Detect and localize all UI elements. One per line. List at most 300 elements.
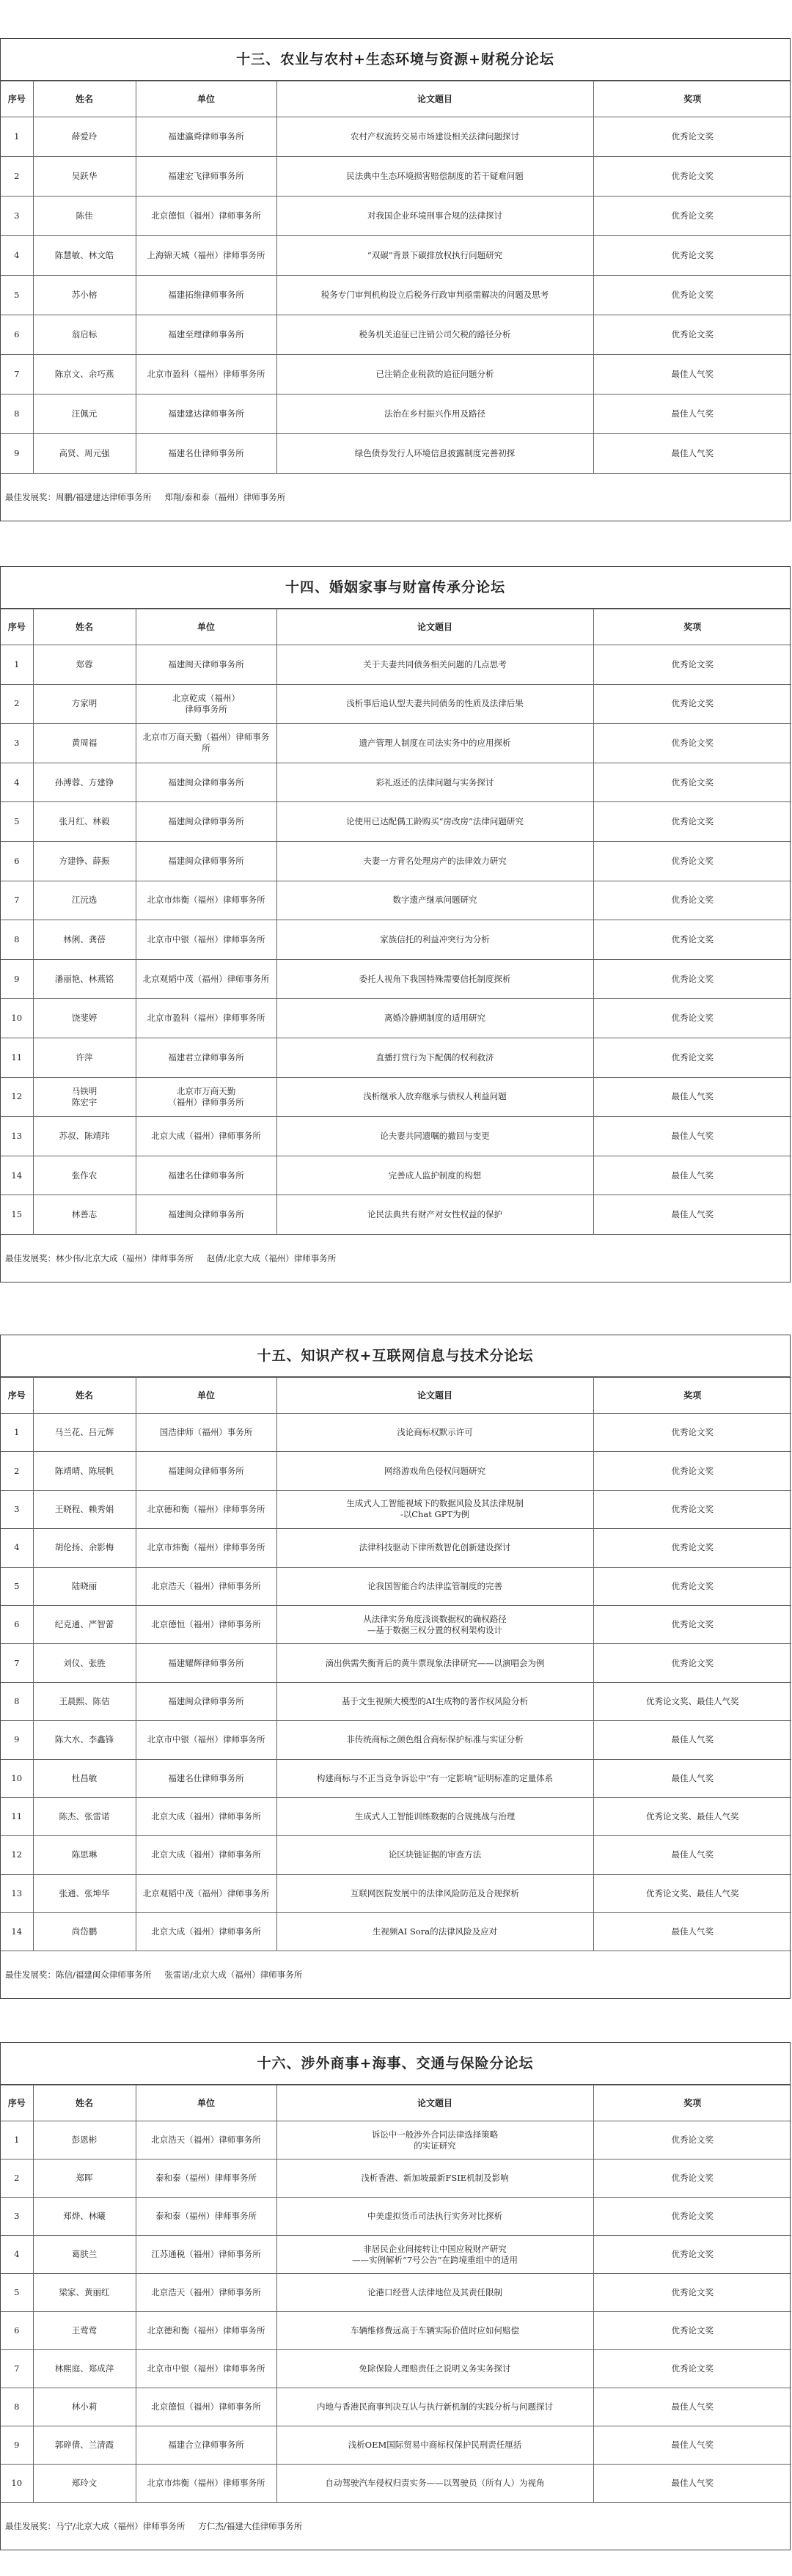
header-unit: 单位 bbox=[136, 2085, 276, 2121]
table-row bbox=[1, 2198, 791, 2236]
author-name: 杜昌敏 bbox=[33, 1759, 136, 1797]
table-row bbox=[1, 1797, 791, 1835]
award-name: 最佳人气奖 bbox=[593, 2465, 791, 2503]
row-index: 7 bbox=[1, 355, 33, 395]
unit-name: 北京浩天（福州）律师事务所 bbox=[136, 1567, 276, 1605]
unit-name: 福建闽众律师事务所 bbox=[136, 1452, 276, 1490]
best-development-award bbox=[1, 1235, 790, 1282]
award-section bbox=[0, 38, 791, 521]
award-table bbox=[1, 81, 791, 474]
author-name: 饶斐婷 bbox=[33, 999, 136, 1038]
award-name: 最佳人气奖 bbox=[593, 2388, 791, 2426]
unit-name: 北京市盈科（福州）律师事务所 bbox=[136, 999, 276, 1038]
row-index: 6 bbox=[1, 315, 33, 355]
author-name: 高贤、周元强 bbox=[33, 434, 136, 474]
award-name: 优秀论文奖 bbox=[593, 1567, 791, 1605]
paper-title: 委托人视角下我国特殊需要信托制度探析 bbox=[276, 959, 593, 999]
row-index: 5 bbox=[1, 802, 33, 842]
table-row bbox=[1, 197, 791, 236]
unit-name: 福建闽众律师事务所 bbox=[136, 763, 276, 802]
table-row bbox=[1, 236, 791, 276]
paper-title: 论使用已达配偶工龄购买“房改房”法律问题研究 bbox=[276, 802, 593, 842]
row-index: 8 bbox=[1, 920, 33, 960]
table-row bbox=[1, 157, 791, 197]
award-name: 优秀论文奖 bbox=[593, 1452, 791, 1490]
author-name: 郑玲文 bbox=[33, 2465, 136, 2503]
table-row bbox=[1, 1529, 791, 1567]
author-name: 葛肤兰 bbox=[33, 2236, 136, 2274]
author-name: 汪佩元 bbox=[33, 395, 136, 434]
paper-title: 滴出供需失衡背后的黄牛票现象法律研究——以演唱会为例 bbox=[276, 1644, 593, 1682]
paper-title: 数字遗产继承问题研究 bbox=[276, 881, 593, 920]
row-index: 3 bbox=[1, 1490, 33, 1528]
award-name: 优秀论文奖 bbox=[593, 1529, 791, 1567]
row-index: 10 bbox=[1, 1759, 33, 1797]
award-name: 优秀论文奖 bbox=[593, 2350, 791, 2388]
unit-name: 北京浩天（福州）律师事务所 bbox=[136, 2274, 276, 2312]
paper-title: 论区块链证据的审查方法 bbox=[276, 1836, 593, 1874]
section-title: 十五、知识产权+互联网信息与技术分论坛 bbox=[1, 1335, 790, 1377]
paper-title: 论港口经营人法律地位及其责任限制 bbox=[276, 2274, 593, 2312]
paper-title: 论我国智能合约法律监管制度的完善 bbox=[276, 1567, 593, 1605]
row-index: 4 bbox=[1, 1529, 33, 1567]
award-name: 优秀论文奖、最佳人气奖 bbox=[593, 1874, 791, 1912]
award-name: 最佳人气奖 bbox=[593, 355, 791, 395]
row-index: 5 bbox=[1, 276, 33, 315]
table-row bbox=[1, 2121, 791, 2159]
award-name: 优秀论文奖 bbox=[593, 645, 791, 685]
table-row bbox=[1, 2159, 791, 2198]
best-development-award bbox=[1, 474, 790, 521]
paper-title: 中美虚拟货币司法执行实务对比探析 bbox=[276, 2198, 593, 2236]
award-name: 优秀论文奖 bbox=[593, 724, 791, 763]
paper-title: 法治在乡村振兴作用及路径 bbox=[276, 395, 593, 434]
best-development-winner: 张雷诺/北京大成（福州）律师事务所 bbox=[164, 1970, 303, 1981]
table-header-row bbox=[1, 2085, 791, 2121]
row-index: 3 bbox=[1, 2198, 33, 2236]
paper-title: 生成式人工智能训练数据的合规挑战与治理 bbox=[276, 1797, 593, 1835]
unit-name: 北京市炜衡（福州）律师事务所 bbox=[136, 1529, 276, 1567]
header-index: 序号 bbox=[1, 81, 33, 117]
unit-name: 北京市万商天勤（福州）律师事务所 bbox=[136, 724, 276, 763]
paper-title: 生视频AI Sora的法律风险及应对 bbox=[276, 1913, 593, 1951]
row-index: 14 bbox=[1, 1913, 33, 1951]
award-name: 优秀论文奖 bbox=[593, 841, 791, 881]
row-index: 2 bbox=[1, 2159, 33, 2198]
row-index: 4 bbox=[1, 236, 33, 276]
author-name: 陈京文、余巧燕 bbox=[33, 355, 136, 395]
table-row bbox=[1, 802, 791, 842]
award-name: 最佳人气奖 bbox=[593, 1836, 791, 1874]
award-name: 优秀论文奖 bbox=[593, 2312, 791, 2350]
author-name: 尚岱鹏 bbox=[33, 1913, 136, 1951]
paper-title: 完善成人监护制度的构想 bbox=[276, 1156, 593, 1195]
row-index: 3 bbox=[1, 197, 33, 236]
paper-title: 论民法典共有财产对女性权益的保护 bbox=[276, 1195, 593, 1235]
header-name: 姓名 bbox=[33, 2085, 136, 2121]
unit-name: 北京乾成（福州） 律师事务所 bbox=[136, 684, 276, 724]
paper-title: 非居民企业间接转让中国应税财产研究 ——实例解析“7号公告”在跨境重组中的适用 bbox=[276, 2236, 593, 2274]
author-name: 苏叔、陈靖玮 bbox=[33, 1117, 136, 1156]
table-row bbox=[1, 434, 791, 474]
unit-name: 福建闽众律师事务所 bbox=[136, 1682, 276, 1720]
table-row bbox=[1, 684, 791, 724]
header-paper-title: 论文题目 bbox=[276, 1378, 593, 1414]
unit-name: 福建名仕律师事务所 bbox=[136, 1156, 276, 1195]
table-row bbox=[1, 315, 791, 355]
table-row bbox=[1, 2312, 791, 2350]
header-award: 奖项 bbox=[593, 81, 791, 117]
paper-title: 浅析继承人放弃继承与债权人利益问题 bbox=[276, 1077, 593, 1117]
author-name: 林小莉 bbox=[33, 2388, 136, 2426]
author-name: 陆晓丽 bbox=[33, 1567, 136, 1605]
table-row bbox=[1, 1452, 791, 1490]
author-name: 潘丽艳、林燕铭 bbox=[33, 959, 136, 999]
header-paper-title: 论文题目 bbox=[276, 2085, 593, 2121]
best-development-award bbox=[1, 2503, 790, 2550]
paper-title: 直播打赏行为下配偶的权利救济 bbox=[276, 1038, 593, 1077]
table-row bbox=[1, 395, 791, 434]
row-index: 10 bbox=[1, 999, 33, 1038]
unit-name: 福建至理律师事务所 bbox=[136, 315, 276, 355]
author-name: 孙溥蓉、方建铮 bbox=[33, 763, 136, 802]
row-index: 14 bbox=[1, 1156, 33, 1195]
award-name: 优秀论文奖 bbox=[593, 2274, 791, 2312]
paper-title: 论夫妻共同遗嘱的撤回与变更 bbox=[276, 1117, 593, 1156]
author-name: 王晓程、赖秀娟 bbox=[33, 1490, 136, 1528]
author-name: 陈思琳 bbox=[33, 1836, 136, 1874]
award-name: 优秀论文奖 bbox=[593, 315, 791, 355]
row-index: 11 bbox=[1, 1038, 33, 1077]
table-row bbox=[1, 1759, 791, 1797]
row-index: 5 bbox=[1, 1567, 33, 1605]
paper-title: 互联网医院发展中的法律风险防范及合规探析 bbox=[276, 1874, 593, 1912]
row-index: 4 bbox=[1, 2236, 33, 2274]
table-row bbox=[1, 1117, 791, 1156]
table-row bbox=[1, 1195, 791, 1235]
row-index: 8 bbox=[1, 395, 33, 434]
award-name: 优秀论文奖 bbox=[593, 2236, 791, 2274]
row-index: 15 bbox=[1, 1195, 33, 1235]
best-development-winner: 最佳发展奖：马宁/北京大成（福州）律师事务所 bbox=[5, 2521, 186, 2531]
author-name: 陈靖晴、陈展帆 bbox=[33, 1452, 136, 1490]
author-name: 林善志 bbox=[33, 1195, 136, 1235]
section-title: 十三、农业与农村+生态环境与资源+财税分论坛 bbox=[1, 39, 790, 81]
paper-title: 诉讼中一般涉外合同法律选择策略 的实证研究 bbox=[276, 2121, 593, 2159]
row-index: 10 bbox=[1, 2465, 33, 2503]
unit-name: 福建闽天律师事务所 bbox=[136, 645, 276, 685]
header-award: 奖项 bbox=[593, 1378, 791, 1414]
header-paper-title: 论文题目 bbox=[276, 81, 593, 117]
table-header-row bbox=[1, 81, 791, 117]
award-section bbox=[0, 566, 791, 1283]
award-name: 优秀论文奖 bbox=[593, 236, 791, 276]
paper-title: 关于夫妻共同债务相关问题的几点思考 bbox=[276, 645, 593, 685]
unit-name: 北京大成（福州）律师事务所 bbox=[136, 1797, 276, 1835]
paper-title: 免除保险人理赔责任之说明义务实务探讨 bbox=[276, 2350, 593, 2388]
table-row bbox=[1, 841, 791, 881]
row-index: 13 bbox=[1, 1117, 33, 1156]
award-name: 优秀论文奖 bbox=[593, 684, 791, 724]
table-row bbox=[1, 1414, 791, 1452]
award-name: 优秀论文奖 bbox=[593, 276, 791, 315]
table-row bbox=[1, 1644, 791, 1682]
award-name: 最佳人气奖 bbox=[593, 1913, 791, 1951]
award-table bbox=[1, 2085, 791, 2503]
award-name: 优秀论文奖 bbox=[593, 1605, 791, 1643]
award-table bbox=[1, 1377, 791, 1951]
author-name: 王莺莺 bbox=[33, 2312, 136, 2350]
row-index: 11 bbox=[1, 1797, 33, 1835]
award-name: 优秀论文奖 bbox=[593, 157, 791, 197]
unit-name: 北京德恒（福州）律师事务所 bbox=[136, 2388, 276, 2426]
unit-name: 泰和泰（福州）律师事务所 bbox=[136, 2198, 276, 2236]
row-index: 12 bbox=[1, 1077, 33, 1117]
section-title: 十四、婚姻家事与财富传承分论坛 bbox=[1, 567, 790, 609]
paper-title: 已注销企业税款的追征问题分析 bbox=[276, 355, 593, 395]
table-row bbox=[1, 355, 791, 395]
row-index: 6 bbox=[1, 2312, 33, 2350]
author-name: 江沅选 bbox=[33, 881, 136, 920]
author-name: 许萍 bbox=[33, 1038, 136, 1077]
paper-title: 内地与香港民商事判决互认与执行新机制的实践分析与问题探讨 bbox=[276, 2388, 593, 2426]
paper-title: 网络游戏角色侵权问题研究 bbox=[276, 1452, 593, 1490]
row-index: 7 bbox=[1, 1644, 33, 1682]
table-row bbox=[1, 276, 791, 315]
author-name: 吴跃华 bbox=[33, 157, 136, 197]
author-name: 张作农 bbox=[33, 1156, 136, 1195]
award-name: 优秀论文奖 bbox=[593, 2121, 791, 2159]
row-index: 4 bbox=[1, 763, 33, 802]
table-row bbox=[1, 1038, 791, 1077]
author-name: 彭恩彬 bbox=[33, 2121, 136, 2159]
author-name: 方家明 bbox=[33, 684, 136, 724]
author-name: 翁启标 bbox=[33, 315, 136, 355]
unit-name: 北京大成（福州）律师事务所 bbox=[136, 1913, 276, 1951]
award-section bbox=[0, 1335, 791, 1999]
paper-title: 从法律实务角度浅谈数据权的确权路径 —基于数据三权分置的权利架构设计 bbox=[276, 1605, 593, 1643]
award-name: 优秀论文奖 bbox=[593, 959, 791, 999]
table-row bbox=[1, 1721, 791, 1759]
table-row bbox=[1, 2426, 791, 2465]
paper-title: 税务机关追征已注销公司欠税的路径分析 bbox=[276, 315, 593, 355]
author-name: 林熙庭、郑成萍 bbox=[33, 2350, 136, 2388]
table-row bbox=[1, 2236, 791, 2274]
paper-title: 浅论商标权默示许可 bbox=[276, 1414, 593, 1452]
author-name: 纪克通、严智蕾 bbox=[33, 1605, 136, 1643]
row-index: 2 bbox=[1, 1452, 33, 1490]
paper-title: 浅析OEM国际贸易中商标权保护民刑责任厘括 bbox=[276, 2426, 593, 2465]
table-row bbox=[1, 959, 791, 999]
author-name: 马兰花、吕元辉 bbox=[33, 1414, 136, 1452]
award-name: 优秀论文奖 bbox=[593, 1414, 791, 1452]
author-name: 郑晖 bbox=[33, 2159, 136, 2198]
paper-title: 农村产权流转交易市场建设相关法律问题探讨 bbox=[276, 117, 593, 157]
unit-name: 北京市炜衡（福州）律师事务所 bbox=[136, 2465, 276, 2503]
paper-title: 浅析香港、新加坡最新FSIE机制及影响 bbox=[276, 2159, 593, 2198]
header-index: 序号 bbox=[1, 1378, 33, 1414]
paper-title: 家族信托的利益冲突行为分析 bbox=[276, 920, 593, 960]
unit-name: 北京市盈科（福州）律师事务所 bbox=[136, 355, 276, 395]
author-name: 郭碎倩、兰清霞 bbox=[33, 2426, 136, 2465]
author-name: 苏小榕 bbox=[33, 276, 136, 315]
unit-name: 北京大成（福州）律师事务所 bbox=[136, 1117, 276, 1156]
author-name: 马铁明 陈宏宇 bbox=[33, 1077, 136, 1117]
best-development-winner: 最佳发展奖：周鹏/福建建达律师事务所 bbox=[5, 492, 152, 502]
unit-name: 福建名仕律师事务所 bbox=[136, 1759, 276, 1797]
award-name: 优秀论文奖 bbox=[593, 117, 791, 157]
table-row bbox=[1, 1682, 791, 1720]
table-row bbox=[1, 2388, 791, 2426]
table-row bbox=[1, 1913, 791, 1951]
paper-title: 绿色债券发行人环境信息披露制度完善初探 bbox=[276, 434, 593, 474]
unit-name: 福建闽众律师事务所 bbox=[136, 841, 276, 881]
award-table bbox=[1, 609, 791, 1235]
award-name: 最佳人气奖 bbox=[593, 1077, 791, 1117]
award-name: 最佳人气奖 bbox=[593, 1195, 791, 1235]
award-name: 优秀论文奖 bbox=[593, 999, 791, 1038]
table-row bbox=[1, 763, 791, 802]
table-row bbox=[1, 999, 791, 1038]
author-name: 张月红、林毅 bbox=[33, 802, 136, 842]
award-name: 优秀论文奖 bbox=[593, 881, 791, 920]
paper-title: 生成式人工智能视域下的数据风险及其法律规制 -以Chat GPT为例 bbox=[276, 1490, 593, 1528]
table-row bbox=[1, 2350, 791, 2388]
author-name: 胡伦扬、余影梅 bbox=[33, 1529, 136, 1567]
best-development-winner: 郑翔/泰和泰（福州）律师事务所 bbox=[164, 492, 286, 502]
row-index: 1 bbox=[1, 117, 33, 157]
unit-name: 福建宏飞律师事务所 bbox=[136, 157, 276, 197]
unit-name: 上海锦天城（福州）律师事务所 bbox=[136, 236, 276, 276]
paper-title: 基于文生视频大模型的AI生成物的著作权风险分析 bbox=[276, 1682, 593, 1720]
author-name: 郑烨、林曦 bbox=[33, 2198, 136, 2236]
award-section bbox=[0, 2042, 791, 2550]
table-row bbox=[1, 1605, 791, 1643]
row-index: 1 bbox=[1, 645, 33, 685]
header-name: 姓名 bbox=[33, 609, 136, 645]
header-award: 奖项 bbox=[593, 2085, 791, 2121]
award-name: 最佳人气奖 bbox=[593, 2426, 791, 2465]
unit-name: 福建瀛舜律师事务所 bbox=[136, 117, 276, 157]
row-index: 7 bbox=[1, 2350, 33, 2388]
paper-title: 夫妻一方背名处理房产的法律效力研究 bbox=[276, 841, 593, 881]
author-name: 刘仪、张胜 bbox=[33, 1644, 136, 1682]
header-unit: 单位 bbox=[136, 609, 276, 645]
unit-name: 福建闽众律师事务所 bbox=[136, 802, 276, 842]
unit-name: 福建君立律师事务所 bbox=[136, 1038, 276, 1077]
author-name: 张通、张坤华 bbox=[33, 1874, 136, 1912]
row-index: 2 bbox=[1, 157, 33, 197]
paper-title: 离婚冷静期制度的适用研究 bbox=[276, 999, 593, 1038]
header-award: 奖项 bbox=[593, 609, 791, 645]
best-development-winner: 最佳发展奖：林少伟/北京大成（福州）律师事务所 bbox=[5, 1252, 194, 1263]
row-index: 5 bbox=[1, 2274, 33, 2312]
header-name: 姓名 bbox=[33, 81, 136, 117]
paper-title: 自动驾驶汽车侵权归责实务——以驾驶员（所有人）为视角 bbox=[276, 2465, 593, 2503]
paper-title: 民法典中生态环境损害赔偿制度的若干疑难问题 bbox=[276, 157, 593, 197]
unit-name: 福建拓维律师事务所 bbox=[136, 276, 276, 315]
award-name: 最佳人气奖 bbox=[593, 1721, 791, 1759]
author-name: 梁家、黄丽红 bbox=[33, 2274, 136, 2312]
unit-name: 北京观韬中茂（福州）律师事务所 bbox=[136, 959, 276, 999]
row-index: 7 bbox=[1, 881, 33, 920]
row-index: 3 bbox=[1, 724, 33, 763]
row-index: 6 bbox=[1, 1605, 33, 1643]
unit-name: 北京德和衡（福州）律师事务所 bbox=[136, 2312, 276, 2350]
author-name: 林俐、龚蓓 bbox=[33, 920, 136, 960]
row-index: 9 bbox=[1, 959, 33, 999]
paper-title: 非传统商标之颜色组合商标保护标准与实证分析 bbox=[276, 1721, 593, 1759]
unit-name: 福建名仕律师事务所 bbox=[136, 434, 276, 474]
unit-name: 泰和泰（福州）律师事务所 bbox=[136, 2159, 276, 2198]
author-name: 方建铮、薛振 bbox=[33, 841, 136, 881]
unit-name: 江苏通税（福州）律师事务所 bbox=[136, 2236, 276, 2274]
paper-title: 对我国企业环境刑事合规的法律探讨 bbox=[276, 197, 593, 236]
author-name: 陈大水、李鑫锋 bbox=[33, 1721, 136, 1759]
author-name: 薛爱玲 bbox=[33, 117, 136, 157]
row-index: 9 bbox=[1, 434, 33, 474]
table-row bbox=[1, 1156, 791, 1195]
row-index: 8 bbox=[1, 1682, 33, 1720]
unit-name: 北京市中银（福州）律师事务所 bbox=[136, 2350, 276, 2388]
table-row bbox=[1, 2465, 791, 2503]
table-row bbox=[1, 920, 791, 960]
award-name: 优秀论文奖 bbox=[593, 2198, 791, 2236]
row-index: 12 bbox=[1, 1836, 33, 1874]
table-row bbox=[1, 881, 791, 920]
row-index: 6 bbox=[1, 841, 33, 881]
unit-name: 北京观韬中茂（福州）律师事务所 bbox=[136, 1874, 276, 1912]
unit-name: 北京市中银（福州）律师事务所 bbox=[136, 920, 276, 960]
award-name: 优秀论文奖 bbox=[593, 763, 791, 802]
author-name: 陈杰、张雷诺 bbox=[33, 1797, 136, 1835]
table-row bbox=[1, 645, 791, 685]
paper-title: 遗产管理人制度在司法实务中的应用探析 bbox=[276, 724, 593, 763]
award-name: 优秀论文奖 bbox=[593, 1038, 791, 1077]
unit-name: 北京市万商天勤 （福州）律师事务所 bbox=[136, 1077, 276, 1117]
author-name: 陈慧敏、林文皓 bbox=[33, 236, 136, 276]
table-row bbox=[1, 1077, 791, 1117]
unit-name: 北京市中银（福州）律师事务所 bbox=[136, 1721, 276, 1759]
paper-title: 税务专门审判机构设立后税务行政审判亟需解决的问题及思考 bbox=[276, 276, 593, 315]
table-row bbox=[1, 1567, 791, 1605]
header-paper-title: 论文题目 bbox=[276, 609, 593, 645]
author-name: 王晨熙、陈佶 bbox=[33, 1682, 136, 1720]
row-index: 1 bbox=[1, 1414, 33, 1452]
award-name: 优秀论文奖、最佳人气奖 bbox=[593, 1682, 791, 1720]
unit-name: 福建闽众律师事务所 bbox=[136, 1195, 276, 1235]
unit-name: 北京浩天（福州）律师事务所 bbox=[136, 2121, 276, 2159]
header-index: 序号 bbox=[1, 2085, 33, 2121]
author-name: 郑蓉 bbox=[33, 645, 136, 685]
paper-title: “双碳”背景下碳排放权执行问题研究 bbox=[276, 236, 593, 276]
award-name: 优秀论文奖 bbox=[593, 1644, 791, 1682]
row-index: 9 bbox=[1, 2426, 33, 2465]
paper-title: 构建商标与不正当竞争诉讼中“有一定影响”证明标准的定量体系 bbox=[276, 1759, 593, 1797]
best-development-winner: 最佳发展奖：陈信/福建闽众律师事务所 bbox=[5, 1970, 152, 1981]
award-name: 最佳人气奖 bbox=[593, 1156, 791, 1195]
award-name: 优秀论文奖 bbox=[593, 197, 791, 236]
unit-name: 福建建达律师事务所 bbox=[136, 395, 276, 434]
table-row bbox=[1, 1874, 791, 1912]
award-name: 优秀论文奖、最佳人气奖 bbox=[593, 1797, 791, 1835]
row-index: 13 bbox=[1, 1874, 33, 1912]
paper-title: 法律科技驱动下律所数智化创新建设探讨 bbox=[276, 1529, 593, 1567]
row-index: 2 bbox=[1, 684, 33, 724]
unit-name: 北京德恒（福州）律师事务所 bbox=[136, 197, 276, 236]
best-development-award bbox=[1, 1951, 790, 1998]
unit-name: 国浩律师（福州）事务所 bbox=[136, 1414, 276, 1452]
